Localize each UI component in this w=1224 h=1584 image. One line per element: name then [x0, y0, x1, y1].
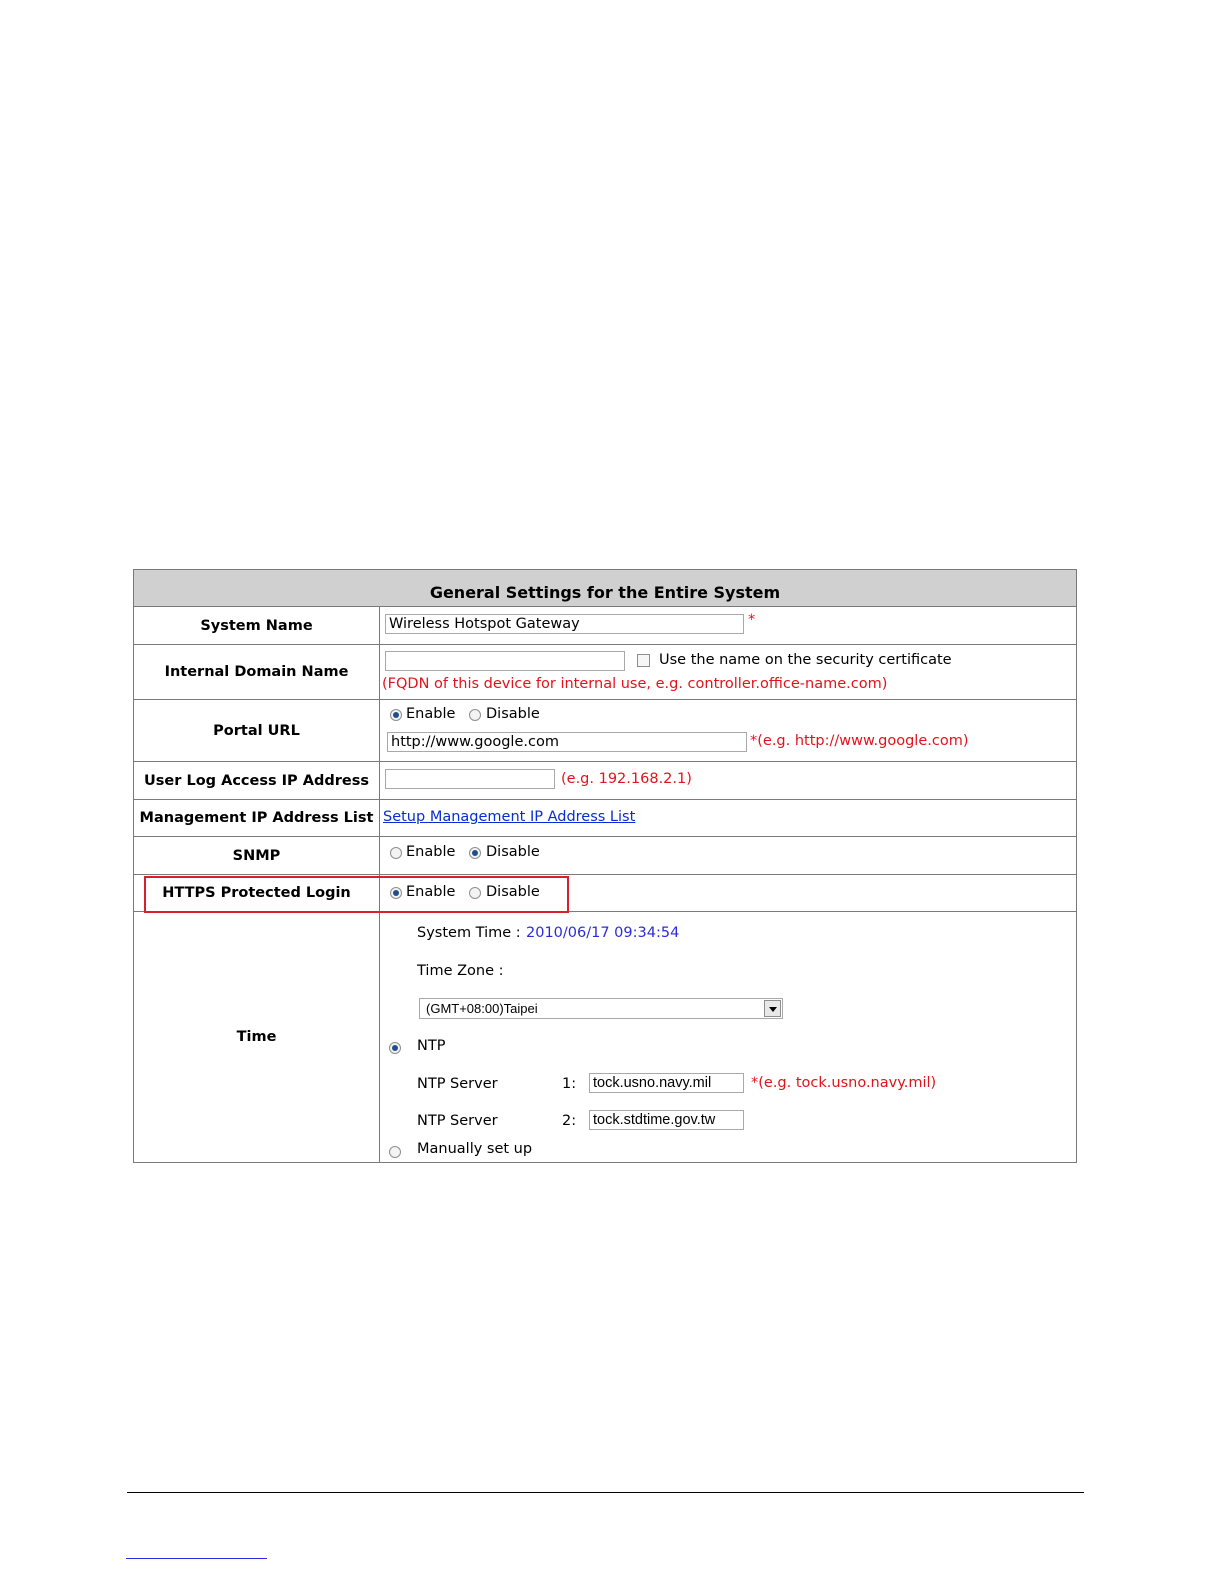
table-title: General Settings for the Entire System	[134, 570, 1076, 607]
row-snmp	[134, 837, 1076, 875]
time-label: Time	[134, 912, 380, 1162]
https-enable-label: Enable	[406, 884, 456, 900]
internal-domain-input[interactable]	[385, 651, 625, 671]
internal-domain-hint: (FQDN of this device for internal use, e.g. controller.office-name.com)	[382, 676, 888, 692]
use-certificate-name-checkbox[interactable]	[637, 654, 650, 667]
management-ip-list-label: Management IP Address List	[134, 800, 380, 836]
portal-url-disable-radio[interactable]	[469, 709, 481, 721]
https-protected-login-label: HTTPS Protected Login	[134, 875, 380, 911]
required-mark: *	[748, 612, 756, 628]
row-user-log-access-ip	[134, 762, 1076, 800]
manual-setup-label: Manually set up	[417, 1141, 533, 1157]
portal-url-input[interactable]: http://www.google.com	[387, 732, 747, 752]
ntp-server-1-input[interactable]: tock.usno.navy.mil	[589, 1073, 744, 1093]
ntp-server-1-hint: *(e.g. tock.usno.navy.mil)	[751, 1075, 937, 1091]
snmp-enable-label: Enable	[406, 844, 456, 860]
row-internal-domain-name	[134, 645, 1076, 700]
https-highlight-box	[144, 876, 569, 913]
system-name-label: System Name	[134, 607, 380, 644]
manual-setup-radio[interactable]	[389, 1146, 401, 1158]
user-log-access-ip-label: User Log Access IP Address	[134, 762, 380, 799]
time-zone-label: Time Zone :	[417, 963, 504, 979]
portal-url-label: Portal URL	[134, 700, 380, 761]
snmp-enable-radio[interactable]	[390, 847, 402, 859]
footer-divider	[127, 1492, 1084, 1493]
snmp-disable-radio[interactable]	[469, 847, 481, 859]
use-certificate-name-label: Use the name on the security certificate	[659, 652, 952, 668]
portal-url-enable-radio[interactable]	[390, 709, 402, 721]
ntp-server-1-label: NTP Server	[417, 1076, 498, 1092]
general-settings-table	[133, 569, 1077, 1163]
internal-domain-name-label: Internal Domain Name	[134, 645, 380, 699]
row-management-ip-list	[134, 800, 1076, 837]
row-portal-url	[134, 700, 1076, 762]
system-time-value: 2010/06/17 09:34:54	[526, 925, 680, 941]
setup-management-ip-link[interactable]: Setup Management IP Address List	[383, 809, 636, 825]
row-time	[134, 912, 1076, 1162]
system-time-label: System Time :	[417, 925, 521, 941]
portal-url-hint: *(e.g. http://www.google.com)	[750, 733, 969, 749]
time-zone-selected-value: (GMT+08:00)Taipei	[426, 1001, 538, 1016]
snmp-label: SNMP	[134, 837, 380, 874]
portal-url-enable-label: Enable	[406, 706, 456, 722]
row-system-name	[134, 607, 1076, 645]
ntp-server-2-label: NTP Server	[417, 1113, 498, 1129]
ntp-radio[interactable]	[389, 1042, 401, 1054]
ntp-label: NTP	[417, 1038, 446, 1054]
chevron-down-icon[interactable]	[764, 1000, 781, 1017]
user-log-ip-hint: (e.g. 192.168.2.1)	[561, 771, 692, 787]
time-zone-select[interactable]	[419, 998, 783, 1019]
ntp-server-1-index: 1:	[562, 1076, 577, 1092]
snmp-disable-label: Disable	[486, 844, 540, 860]
footer-link-underline	[126, 1558, 267, 1559]
ntp-server-2-input[interactable]: tock.stdtime.gov.tw	[589, 1110, 744, 1130]
https-disable-label: Disable	[486, 884, 540, 900]
system-name-input[interactable]: Wireless Hotspot Gateway	[385, 614, 744, 634]
user-log-ip-input[interactable]	[385, 769, 555, 789]
ntp-server-2-index: 2:	[562, 1113, 577, 1129]
portal-url-disable-label: Disable	[486, 706, 540, 722]
